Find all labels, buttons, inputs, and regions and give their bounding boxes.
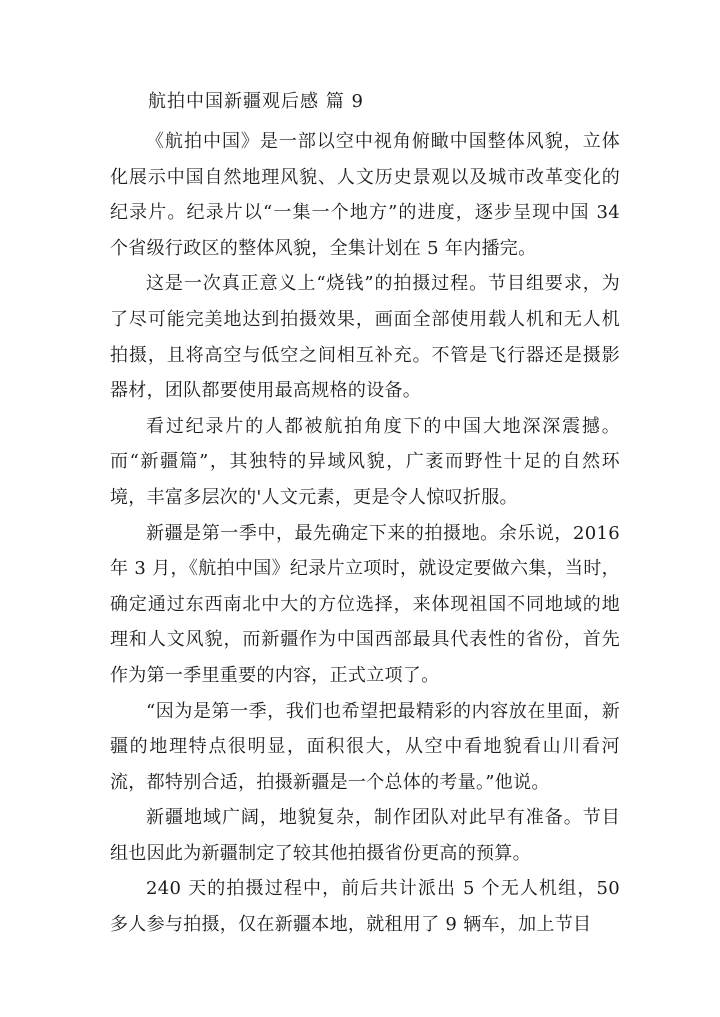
paragraph-3: 看过纪录片的人都被航拍角度下的中国大地深深震撼。而“新疆篇”，其独特的异域风貌，广袤而野性十足的自然环境，丰富多层次的'人文元素，更是令人惊叹折服。 (110, 415, 620, 508)
paragraph-5: “因为是第一季，我们也希望把最精彩的内容放在里面，新疆的地理特点很明显，面积很大，从空中看地貌看山川看河流，都特别合适，拍摄新疆是一个总体的考量。”他说。 (110, 700, 620, 793)
paragraph-7: 240 天的拍摄过程中，前后共计派出 5 个无人机组，50 多人参与拍摄，仅在新疆本地，就租用了 9 辆车，加上节目 (110, 878, 620, 936)
paragraph-4: 新疆是第一季中，最先确定下来的拍摄地。余乐说，2016 年 3 月，《航拍中国》纪录片立项时，就设定要做六集，当时，确定通过东西南北中大的方位选择，来体现祖国不同地域的地理和人文风貌，而新疆作为中国西部最具代表性的省份，首先作为第一季里重要的内容，正式立项了。 (110, 522, 620, 686)
document-body (110, 124, 620, 943)
paragraph-6: 新疆地域广阔，地貌复杂，制作团队对此早有准备。节目组也因此为新疆制定了较其他拍摄省份更高的预算。 (110, 807, 620, 864)
paragraph-1: 《航拍中国》是一部以空中视角俯瞰中国整体风貌，立体化展示中国自然地理风貌、人文历史景观以及城市改革变化的纪录片。纪录片以“一集一个地方”的进度，逐步呈现中国 34 个省级行政区的整体风貌，全集计划在 5 年内播完。 (110, 131, 620, 259)
paragraph-2: 这是一次真正意义上“烧钱”的拍摄过程。节目组要求，为了尽可能完美地达到拍摄效果，画面全部使用载人机和无人机拍摄，且将高空与低空之间相互补充。不管是飞行器还是摄影器材，团队都要使用最高规格的设备。 (110, 273, 620, 402)
document-title: 航拍中国新疆观后感 篇 9 (148, 91, 364, 112)
